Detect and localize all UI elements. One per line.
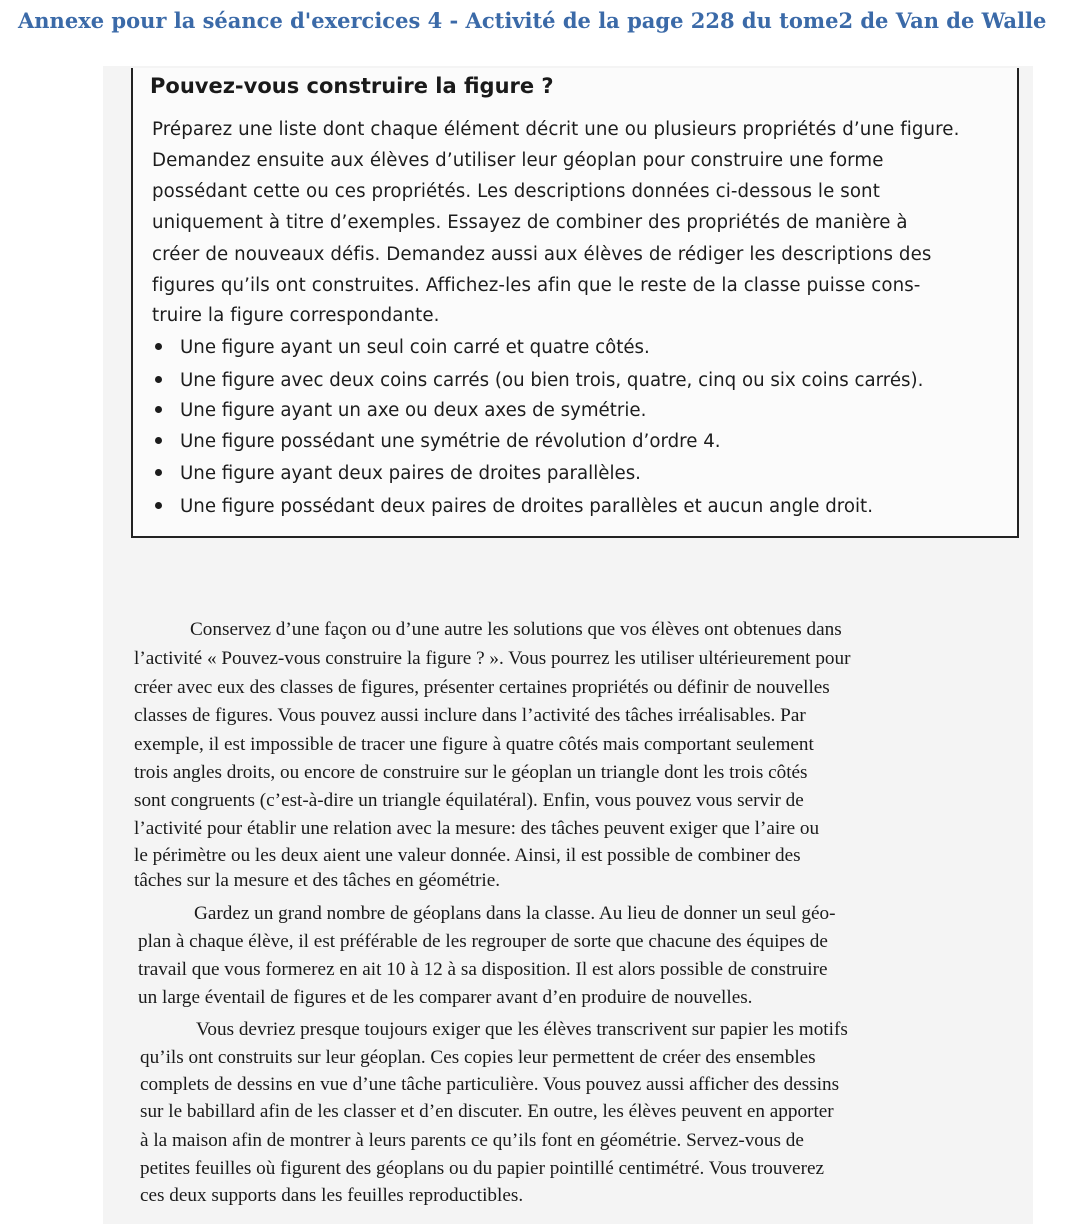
bullet-item	[155, 431, 721, 452]
paragraph1-line: créer avec eux des classes de figures, présenter certaines propriétés ou définir de nouvelles	[134, 677, 830, 698]
document-header-title: Annexe pour la séance d'exercices 4 - Activité de la page 228 du tome2 de Van de Walle	[18, 8, 1047, 33]
paragraph2-line: Gardez un grand nombre de géoplans dans la classe. Au lieu de donner un seul géo-	[194, 903, 836, 924]
bullet-item	[155, 337, 650, 358]
activity-text-line: Demandez ensuite aux élèves d’utiliser leur géoplan pour construire une forme	[152, 150, 884, 171]
paragraph1-line: sont congruents (c’est-à-dire un triangle équilatéral). Enfin, vous pouvez vous servir de	[134, 790, 804, 811]
paragraph1-line: l’activité « Pouvez-vous construire la figure ? ». Vous pourrez les utiliser ultérieurement pour	[134, 648, 851, 669]
paragraph1-line: Conservez d’une façon ou d’une autre les solutions que vos élèves ont obtenues dans	[190, 619, 842, 640]
bullet-dot-icon	[155, 469, 162, 476]
bullet-dot-icon	[155, 437, 162, 444]
paragraph3-line: sur le babillard afin de les classer et d’en discuter. En outre, les élèves peuvent en apporter	[140, 1101, 834, 1122]
paragraph3-line: ces deux supports dans les feuilles reproductibles.	[140, 1185, 524, 1206]
activity-title: Pouvez-vous construire la figure ?	[150, 74, 554, 98]
paragraph3-line: à la maison afin de montrer à leurs parents ce qu’ils font en géométrie. Servez-vous de	[140, 1130, 804, 1151]
paragraph3-line: qu’ils ont construits sur leur géoplan. Ces copies leur permettent de créer des ensembles	[140, 1047, 816, 1068]
paragraph3-line: Vous devriez presque toujours exiger que les élèves transcrivent sur papier les motifs	[196, 1019, 848, 1040]
paragraph1-line: l’activité pour établir une relation avec la mesure: des tâches peuvent exiger que l’aire ou	[134, 818, 820, 839]
paragraph1-line: exemple, il est impossible de tracer une figure à quatre côtés mais comportant seulement	[134, 734, 814, 755]
bullet-dot-icon	[155, 343, 162, 350]
activity-text-line: uniquement à titre d’exemples. Essayez de combiner des propriétés de manière à	[152, 212, 908, 233]
bullet-text: Une figure possédant une symétrie de révolution d’ordre 4.	[180, 431, 721, 452]
bullet-dot-icon	[155, 502, 162, 509]
activity-text-line: figures qu’ils ont construites. Affichez-les afin que le reste de la classe puisse cons-	[152, 275, 921, 296]
bullet-item	[155, 370, 923, 391]
paragraph3-line: petites feuilles où figurent des géoplans ou du papier pointillé centimétré. Vous trouverez	[140, 1158, 824, 1179]
paragraph1-line: trois angles droits, ou encore de construire sur le géoplan un triangle dont les trois côtés	[134, 762, 808, 783]
bullet-text: Une figure ayant un seul coin carré et quatre côtés.	[180, 337, 650, 358]
activity-text-line: Préparez une liste dont chaque élément décrit une ou plusieurs propriétés d’une figure.	[152, 119, 960, 140]
paragraph1-line: classes de figures. Vous pouvez aussi inclure dans l’activité des tâches irréalisables. Par	[134, 705, 806, 726]
activity-text-line: truire la figure correspondante.	[152, 305, 440, 326]
bullet-item	[155, 496, 873, 517]
bullet-dot-icon	[155, 376, 162, 383]
bullet-item	[155, 463, 641, 484]
paragraph2-line: plan à chaque élève, il est préférable de les regrouper de sorte que chacune des équipes de	[138, 931, 828, 952]
bullet-text: Une figure possédant deux paires de droites parallèles et aucun angle droit.	[180, 496, 873, 517]
paragraph2-line: travail que vous formerez en ait 10 à 12 à sa disposition. Il est alors possible de construire	[138, 959, 828, 980]
bullet-text: Une figure ayant un axe ou deux axes de symétrie.	[180, 400, 647, 421]
activity-text-line: créer de nouveaux défis. Demandez aussi aux élèves de rédiger les descriptions des	[152, 244, 932, 265]
paragraph2-line: un large éventail de figures et de les comparer avant d’en produire de nouvelles.	[138, 987, 753, 1008]
paragraph3-line: complets de dessins en vue d’une tâche particulière. Vous pouvez aussi afficher des dessins	[140, 1074, 840, 1095]
paragraph1-line: le périmètre ou les deux aient une valeur donnée. Ainsi, il est possible de combiner des	[134, 845, 801, 866]
bullet-text: Une figure avec deux coins carrés (ou bien trois, quatre, cinq ou six coins carrés).	[180, 370, 924, 391]
bullet-item	[155, 400, 646, 421]
activity-text-line: possédant cette ou ces propriétés. Les descriptions données ci-dessous le sont	[152, 181, 880, 202]
activity-box	[131, 68, 1019, 538]
bullet-dot-icon	[155, 406, 162, 413]
bullet-text: Une figure ayant deux paires de droites parallèles.	[180, 463, 641, 484]
paragraph1-line: tâches sur la mesure et des tâches en géométrie.	[134, 870, 501, 891]
